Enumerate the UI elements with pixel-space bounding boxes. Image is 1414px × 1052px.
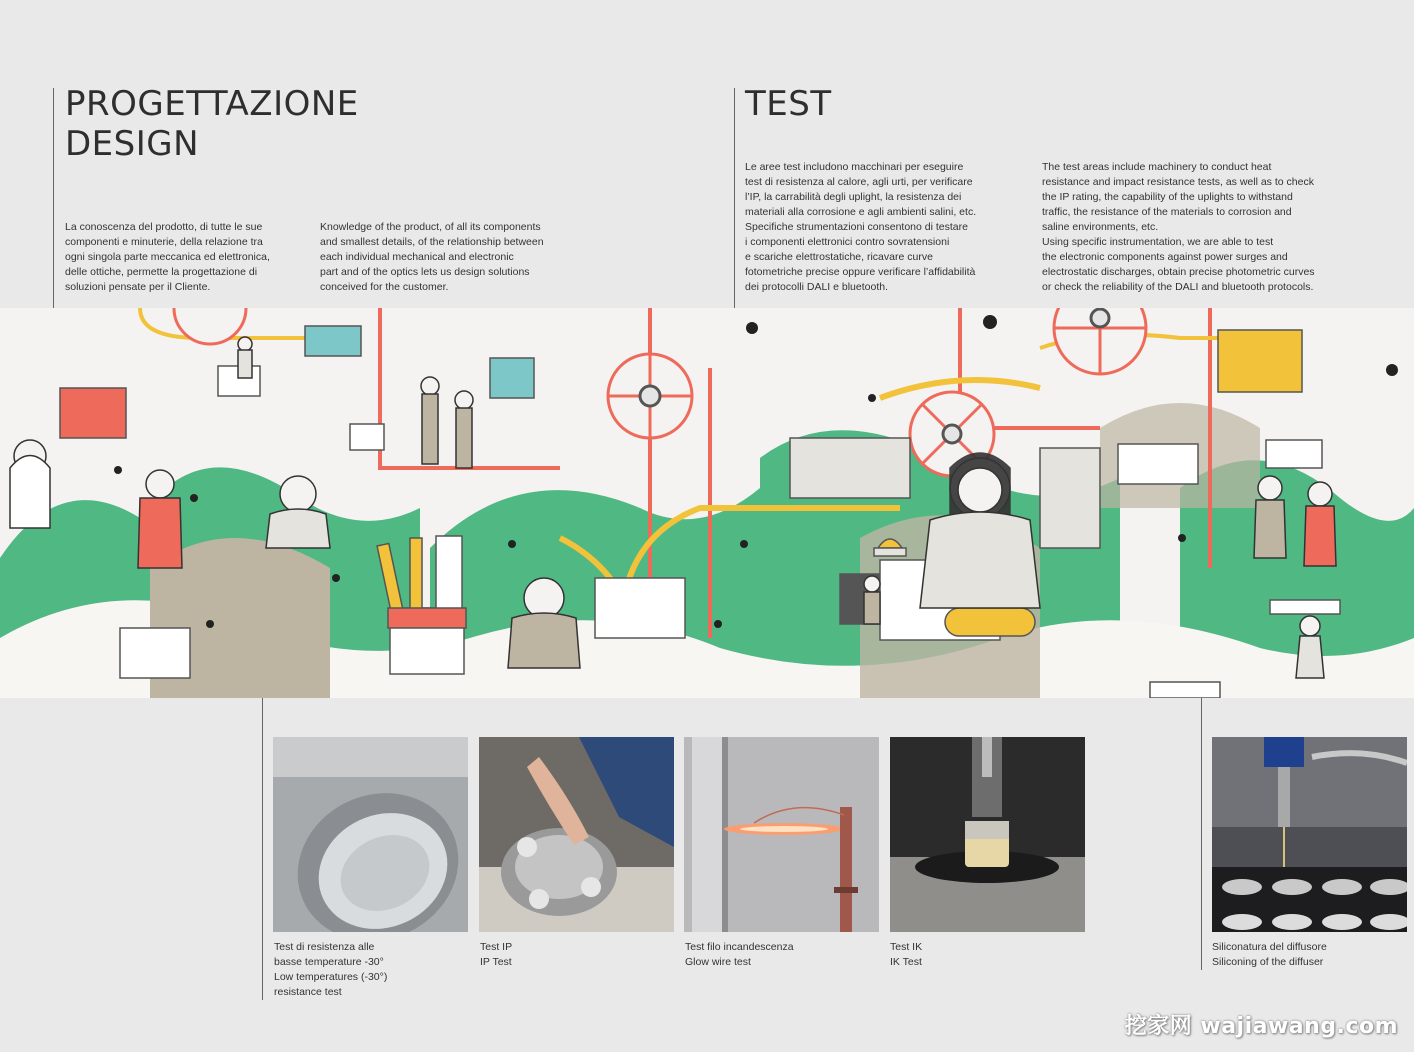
test-divider-line xyxy=(734,88,735,308)
photo-low-temperature-test xyxy=(273,737,468,932)
design-heading xyxy=(65,84,359,164)
photos-divider-left xyxy=(262,698,263,1000)
test-text-english: The test areas include machinery to conduct heat resistance and impact resistance tests, as well as to check the IP rating, the capability of the uplights to withstand traffic, the resistance of the materials to corrosion and saline environments, etc. Using specific instrumentation, we are able to test the electronic components against power surges and electrostatic discharges, obtain precise photometric curves or check the reliability of the DALI and bluetooth protocols. xyxy=(1042,161,1315,293)
design-divider-line xyxy=(53,88,54,308)
photo-ik-test xyxy=(890,737,1085,932)
caption-ip-test: Test IP IP Test xyxy=(480,941,513,968)
caption-siliconing-diffuser: Siliconatura del diffusore Siliconing of the diffuser xyxy=(1212,941,1327,968)
design-text-italian: La conoscenza del prodotto, di tutte le sue componenti e minuterie, della relazione tra ogni singola parte meccanica ed elettronica, delle ottiche, permette la progettazione di soluzioni pensate per il Cliente. xyxy=(65,221,270,293)
caption-glow-wire-test: Test filo incandescenza Glow wire test xyxy=(685,941,794,968)
test-heading: TEST xyxy=(745,84,832,124)
factory-illustration xyxy=(0,308,1414,698)
test-text-italian: Le aree test includono macchinari per eseguire test di resistenza al calore, agli urti, per verificare l’IP, la carrabilità degli uplight, la resistenza dei materiali alla corrosione e agli ambienti salini, etc. Specifiche strumentazioni consentono di testare i componenti elettronici contro sovratensioni e scariche elettrostatiche, ricavare curve fotometriche precise oppure verificare l’affidabilità dei protocolli DALI e bluetooth. xyxy=(745,161,977,293)
photos-divider-right xyxy=(1201,698,1202,970)
photo-glow-wire-test xyxy=(684,737,879,932)
photo-siliconing-diffuser xyxy=(1212,737,1407,932)
photo-ip-test xyxy=(479,737,674,932)
caption-ik-test: Test IK IK Test xyxy=(890,941,923,968)
watermark: 挖家网 wajiawang.com xyxy=(1124,1014,1398,1039)
caption-low-temperature-test: Test di resistenza alle basse temperature -30° Low temperatures (-30°) resistance test xyxy=(274,941,388,998)
design-heading-line1: PROGETTAZIONE xyxy=(65,84,359,124)
design-text-english: Knowledge of the product, of all its components and smallest details, of the relationship between each individual mechanical and electronic part and of the optics lets us design solutions conceived for the customer. xyxy=(320,221,544,293)
design-heading-line2: DESIGN xyxy=(65,124,200,164)
pencil-cup xyxy=(377,536,466,628)
